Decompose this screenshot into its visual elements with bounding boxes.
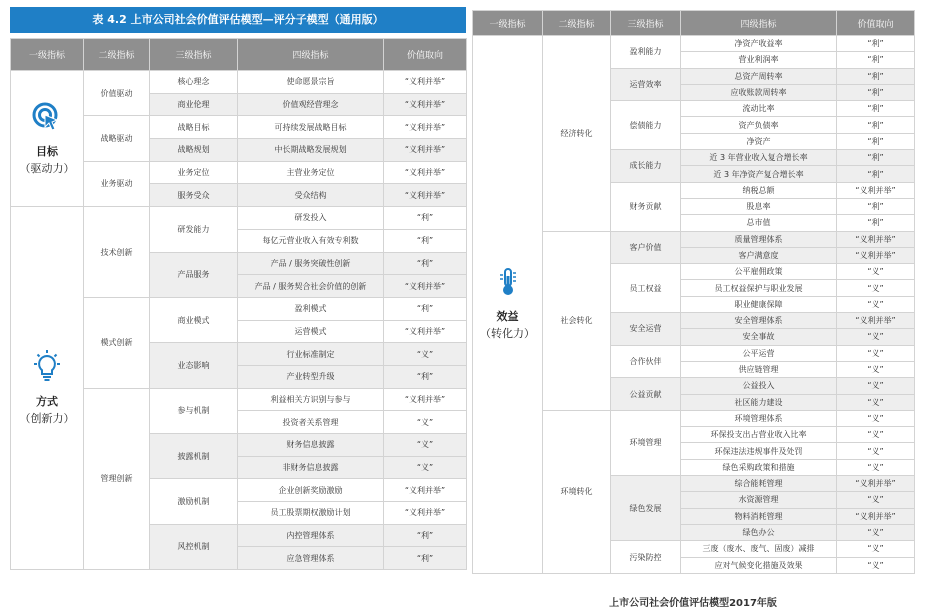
value-orientation-cell: “利” — [837, 215, 915, 231]
value-orientation-cell: “义” — [384, 434, 467, 457]
value-orientation-cell: “义” — [837, 492, 915, 508]
level4-cell: 内控管理体系 — [238, 524, 384, 547]
value-orientation-cell: “义利并举” — [384, 320, 467, 343]
level4-cell: 财务信息披露 — [238, 434, 384, 457]
level4-cell: 流动比率 — [681, 101, 837, 117]
value-orientation-cell: “利” — [384, 207, 467, 230]
value-orientation-cell: “利” — [837, 166, 915, 182]
level4-cell: 价值观经营理念 — [238, 93, 384, 116]
value-orientation-cell: “义” — [837, 427, 915, 443]
level4-cell: 公平雇佣政策 — [681, 264, 837, 280]
value-orientation-cell: “利” — [837, 84, 915, 100]
header-value-orientation: 价值取向 — [384, 39, 467, 71]
level4-cell: 质量管理体系 — [681, 231, 837, 247]
level4-cell: 资产负债率 — [681, 117, 837, 133]
value-orientation-cell: “义” — [837, 361, 915, 377]
value-orientation-cell: “义” — [837, 296, 915, 312]
level4-cell: 职业健康保障 — [681, 296, 837, 312]
table-row — [11, 71, 467, 94]
level4-cell: 绿色办公 — [681, 524, 837, 540]
lightbulb-icon — [11, 349, 83, 388]
header-level2: 二级指标 — [543, 11, 611, 36]
level4-cell: 三废（废水、废气、固废）减排 — [681, 541, 837, 557]
level4-cell: 主营业务定位 — [238, 161, 384, 184]
value-orientation-cell: “义利并举” — [384, 71, 467, 94]
value-orientation-cell: “义利并举” — [384, 116, 467, 139]
value-orientation-cell: “利” — [837, 68, 915, 84]
level1-cell — [473, 36, 543, 574]
level2-cell: 技术创新 — [84, 207, 150, 298]
value-orientation-cell: “义利并举” — [384, 139, 467, 162]
level3-cell: 公益贡献 — [611, 378, 681, 411]
value-orientation-cell: “义” — [837, 280, 915, 296]
value-orientation-cell: “义” — [837, 459, 915, 475]
value-orientation-cell: “利” — [837, 117, 915, 133]
value-orientation-cell: “义利并举” — [384, 502, 467, 525]
value-orientation-cell: “利” — [384, 229, 467, 252]
value-orientation-cell: “利” — [837, 101, 915, 117]
level1-name: 方式 — [36, 395, 58, 409]
value-orientation-cell: “义” — [837, 410, 915, 426]
value-orientation-cell: “义” — [837, 557, 915, 573]
level2-cell: 战略驱动 — [84, 116, 150, 161]
header-level3: 三级指标 — [150, 39, 238, 71]
value-orientation-cell: “义” — [384, 343, 467, 366]
level4-cell: 中长期战略发展规划 — [238, 139, 384, 162]
value-orientation-cell: “义利并举” — [837, 508, 915, 524]
value-orientation-cell: “利” — [837, 150, 915, 166]
level4-cell: 水资源管理 — [681, 492, 837, 508]
level4-cell: 社区能力建设 — [681, 394, 837, 410]
level3-cell: 产品服务 — [150, 252, 238, 297]
value-orientation-cell: “利” — [384, 252, 467, 275]
value-orientation-cell: “义利并举” — [384, 479, 467, 502]
value-orientation-cell: “义利并举” — [384, 275, 467, 298]
level1-subtitle: （创新力） — [19, 412, 75, 426]
value-orientation-cell: “义利并举” — [384, 161, 467, 184]
header-level1: 一级指标 — [473, 11, 543, 36]
level1-cell — [11, 71, 84, 207]
header-value-orientation: 价值取向 — [837, 11, 915, 36]
level3-cell: 盈利能力 — [611, 36, 681, 69]
level2-cell: 经济转化 — [543, 36, 611, 232]
level4-cell: 安全事故 — [681, 329, 837, 345]
value-orientation-cell: “义” — [837, 394, 915, 410]
value-orientation-cell: “义” — [837, 524, 915, 540]
level4-cell: 非财务信息披露 — [238, 456, 384, 479]
level3-cell: 商业模式 — [150, 297, 238, 342]
level4-cell: 安全管理体系 — [681, 313, 837, 329]
level4-cell: 可持续发展战略目标 — [238, 116, 384, 139]
value-orientation-cell: “利” — [384, 547, 467, 570]
level4-cell: 产业转型升级 — [238, 365, 384, 388]
level4-cell: 应对气候变化措施及效果 — [681, 557, 837, 573]
level1-cell — [11, 207, 84, 570]
level3-cell: 商业伦理 — [150, 93, 238, 116]
level4-cell: 供应链管理 — [681, 361, 837, 377]
level1-subtitle: （驱动力） — [19, 161, 75, 175]
level2-cell: 模式创新 — [84, 297, 150, 388]
level3-cell: 激励机制 — [150, 479, 238, 524]
level3-cell: 合作伙伴 — [611, 345, 681, 378]
right-indicator-table — [472, 10, 915, 574]
level4-cell: 研发投入 — [238, 207, 384, 230]
header-level4: 四级指标 — [681, 11, 837, 36]
header-level3: 三级指标 — [611, 11, 681, 36]
level3-cell: 战略规划 — [150, 139, 238, 162]
level3-cell: 安全运营 — [611, 313, 681, 346]
header-level4: 四级指标 — [238, 39, 384, 71]
level4-cell: 产品 / 服务契合社会价值的创新 — [238, 275, 384, 298]
table-row — [11, 207, 467, 230]
value-orientation-cell: “义” — [384, 411, 467, 434]
level3-cell: 污染防控 — [611, 541, 681, 574]
value-orientation-cell: “义” — [837, 541, 915, 557]
value-orientation-cell: “利” — [837, 36, 915, 52]
level4-cell: 受众结构 — [238, 184, 384, 207]
target-cursor-icon — [11, 101, 83, 138]
level4-cell: 环保投支出占营业收入比率 — [681, 427, 837, 443]
value-orientation-cell: “义利并举” — [384, 388, 467, 411]
value-orientation-cell: “义利并举” — [837, 247, 915, 263]
value-orientation-cell: “利” — [384, 524, 467, 547]
level4-cell: 公益投入 — [681, 378, 837, 394]
level4-cell: 综合能耗管理 — [681, 476, 837, 492]
level3-cell: 战略目标 — [150, 116, 238, 139]
level3-cell: 绿色发展 — [611, 476, 681, 541]
level4-cell: 近 3 年净资产复合增长率 — [681, 166, 837, 182]
level3-cell: 服务受众 — [150, 184, 238, 207]
level4-cell: 运营模式 — [238, 320, 384, 343]
level3-cell: 偿债能力 — [611, 101, 681, 150]
level4-cell: 员工股票期权激励计划 — [238, 502, 384, 525]
level4-cell: 员工权益保护与职业发展 — [681, 280, 837, 296]
value-orientation-cell: “义” — [837, 264, 915, 280]
level1-name: 目标 — [36, 144, 58, 158]
level4-cell: 总资产周转率 — [681, 68, 837, 84]
level4-cell: 纳税总额 — [681, 182, 837, 198]
level3-cell: 披露机制 — [150, 434, 238, 479]
value-orientation-cell: “利” — [837, 52, 915, 68]
level4-cell: 应收账款周转率 — [681, 84, 837, 100]
level4-cell: 物料消耗管理 — [681, 508, 837, 524]
header-level1: 一级指标 — [11, 39, 84, 71]
level2-cell: 业务驱动 — [84, 161, 150, 206]
level4-cell: 每亿元营业收入有效专利数 — [238, 229, 384, 252]
value-orientation-cell: “义利并举” — [837, 476, 915, 492]
value-orientation-cell: “义利并举” — [837, 231, 915, 247]
level4-cell: 产品 / 服务突破性创新 — [238, 252, 384, 275]
level3-cell: 财务贡献 — [611, 182, 681, 231]
level2-cell: 社会转化 — [543, 231, 611, 410]
level4-cell: 净资产 — [681, 133, 837, 149]
level4-cell: 投资者关系管理 — [238, 411, 384, 434]
value-orientation-cell: “义” — [837, 345, 915, 361]
level4-cell: 利益相关方识别与参与 — [238, 388, 384, 411]
level2-cell: 环境转化 — [543, 410, 611, 573]
level4-cell: 环境管理体系 — [681, 410, 837, 426]
level3-cell: 参与机制 — [150, 388, 238, 433]
level3-cell: 核心理念 — [150, 71, 238, 94]
value-orientation-cell: “义” — [837, 443, 915, 459]
header-level2: 二级指标 — [84, 39, 150, 71]
figure-caption: 上市公司社会价值评估模型2017年版 — [609, 598, 777, 609]
value-orientation-cell: “义利并举” — [837, 313, 915, 329]
level3-cell: 运营效率 — [611, 68, 681, 101]
value-orientation-cell: “义” — [837, 329, 915, 345]
level4-cell: 营业利润率 — [681, 52, 837, 68]
level3-cell: 客户价值 — [611, 231, 681, 264]
level4-cell: 行业标准制定 — [238, 343, 384, 366]
thermometer-icon — [473, 266, 542, 303]
level3-cell: 业务定位 — [150, 161, 238, 184]
level4-cell: 环保违法违规事件及处罚 — [681, 443, 837, 459]
level1-name: 效益 — [496, 310, 519, 324]
value-orientation-cell: “利” — [837, 133, 915, 149]
value-orientation-cell: “利” — [837, 198, 915, 214]
value-orientation-cell: “义” — [837, 378, 915, 394]
value-orientation-cell: “义利并举” — [837, 182, 915, 198]
level4-cell: 使命愿景宗旨 — [238, 71, 384, 94]
level4-cell: 股息率 — [681, 198, 837, 214]
left-indicator-table — [10, 38, 467, 570]
value-orientation-cell: “义利并举” — [384, 184, 467, 207]
level4-cell: 客户满意度 — [681, 247, 837, 263]
table-row — [473, 36, 915, 52]
value-orientation-cell: “义利并举” — [384, 93, 467, 116]
level4-cell: 公平运营 — [681, 345, 837, 361]
level4-cell: 企业创新奖励激励 — [238, 479, 384, 502]
value-orientation-cell: “利” — [384, 365, 467, 388]
level3-cell: 业态影响 — [150, 343, 238, 388]
level3-cell: 环境管理 — [611, 410, 681, 475]
level4-cell: 净资产收益率 — [681, 36, 837, 52]
level3-cell: 研发能力 — [150, 207, 238, 252]
level2-cell: 管理创新 — [84, 388, 150, 570]
level3-cell: 风控机制 — [150, 524, 238, 569]
value-orientation-cell: “利” — [384, 297, 467, 320]
value-orientation-cell: “义” — [384, 456, 467, 479]
level3-cell: 员工权益 — [611, 264, 681, 313]
level3-cell: 成长能力 — [611, 150, 681, 183]
level4-cell: 绿色采购政策和措施 — [681, 459, 837, 475]
level2-cell: 价值驱动 — [84, 71, 150, 116]
table-title: 表 4.2 上市公司社会价值评估模型—评分子模型（通用版） — [10, 7, 466, 33]
level4-cell: 近 3 年营业收入复合增长率 — [681, 150, 837, 166]
level1-subtitle: （转化力） — [480, 327, 535, 341]
level4-cell: 盈利模式 — [238, 297, 384, 320]
level4-cell: 总市值 — [681, 215, 837, 231]
level4-cell: 应急管理体系 — [238, 547, 384, 570]
